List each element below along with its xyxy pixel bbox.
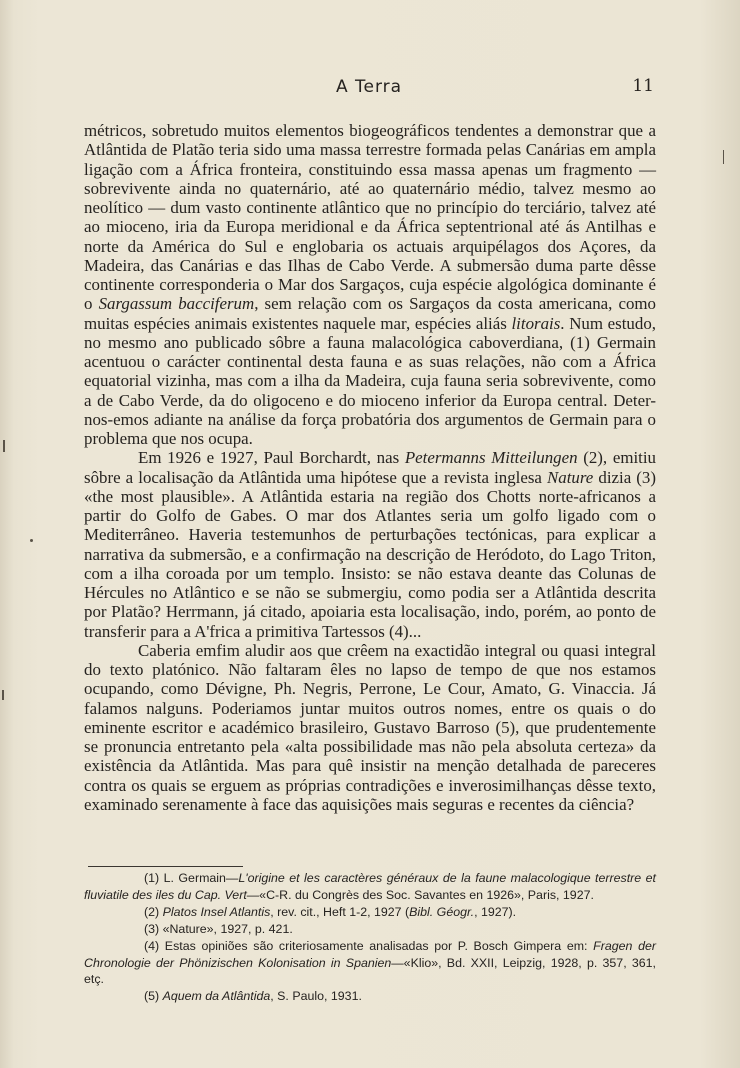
- footnotes: [84, 870, 656, 1005]
- italic-title: Aquem da Atlântida: [162, 989, 271, 1004]
- footnote-divider: [88, 866, 243, 867]
- paragraph-1: [84, 121, 656, 448]
- text-run: , rev. cit., Heft 1-2, 1927 (: [270, 904, 410, 919]
- text-run: (1) L. Germain—: [144, 871, 239, 885]
- italic-term: Sargassum bacciferum: [98, 294, 255, 314]
- text-run: . Num estudo, no mesmo ano publicado sôbre a fauna malacológica caboverdiana, (1) Germain acentuou o carácter continental desta fauna e as suas relações, não com a África equatorial vizinha, mas com a ilha da Madeira, cuja fauna seria sobrevivente, como a de Cabo Verde, da do oligoceno e do mioceno inferior da Europa central. Deter-nos-emos adiante na análise da força probatória dos argumentos de Germain para o problema que nos ocupa.: [84, 313, 656, 448]
- text-run: (2): [144, 904, 163, 919]
- body-text: [84, 121, 656, 814]
- margin-mark: [3, 440, 5, 452]
- margin-mark: [723, 150, 724, 164]
- page-number: 11: [632, 76, 654, 96]
- text-run: , S. Paulo, 1931.: [270, 989, 362, 1004]
- footnote-2: [84, 904, 656, 921]
- text-run: (5): [144, 989, 163, 1004]
- margin-mark: [2, 690, 4, 700]
- text-run: , sem relação com os Sargaços da costa americana, como muitas espécies animais existentes naquele mar, espécies aliás: [84, 294, 657, 333]
- footnote-5: [84, 988, 656, 1005]
- text-run: , 1927).: [474, 904, 517, 919]
- text-run: (4) Estas opiniões são criteriosamente analisadas por P. Bosch Gimpera em:: [144, 938, 594, 953]
- footnote-3: (3) «Nature», 1927, p. 421.: [144, 921, 293, 936]
- margin-mark: [30, 539, 33, 542]
- italic-title: Platos Insel Atlantis: [162, 904, 271, 919]
- italic-title: Bibl. Géogr.: [409, 904, 475, 919]
- text-run: —«Klio», Bd. XXII, Leipzig, 1928, p. 357, 361, etç.: [84, 955, 657, 987]
- footnote-1: [84, 870, 656, 904]
- paragraph-3: Caberia emfim aludir aos que crêem na exactidão integral ou quasi integral do texto platónico. Não faltaram êles no lapso de tempo de que nos estamos ocupando, como Dévigne, Ph. Negris, Perrone, Le Cour, Amato, G. Vinaccia. Já falamos nalguns. Poderiamos juntar muitos outros nomes, entre os quais o do eminente escritor e académico brasileiro, Gustavo Barroso (5), que prudentemente se pronuncia entretanto pela «alta possibilidade mas não pela absoluta certeza» da existência da Atlântida. Mas para quê insistir na menção detalhada de pareceres contra os quais se erguem as próprias contradições e inverosimilhanças dêsse texto, examinado serenamente à face das aquisições mais seguras e recentes da ciência?: [84, 640, 656, 814]
- running-title: A Terra: [335, 77, 403, 97]
- text-run: métricos, sobretudo muitos elementos biogeográficos tendentes a demonstrar que a Atlântida de Platão teria sido uma massa terrestre formada pelas Canárias em ampla ligação com a África fronteira, constituindo essa massa apenas um fragmento — sobrevivente ainda no quaternário, até ao quaternário médio, talvez mesmo ao neolítico — dum vasto continente atlântico que no princípio do terciário, talvez até ao mioceno, iria da Europa meridional e da África septentrional até ás Antilhas e norte da América do Sul e englobaria os actuais arquipélagos dos Açores, da Madeira, das Canárias e das Ilhas de Cabo Verde. A submersão duma parte dêsse continente corresponderia o Mar dos Sargaços, cuja espécie algológica dominante é o: [84, 121, 656, 314]
- italic-title: Nature: [547, 467, 594, 487]
- italic-title: Fragen der Chronologie der Phönizischen Kolonisation in Spanien: [84, 938, 656, 970]
- italic-title: Petermanns Mitteilungen: [404, 448, 578, 468]
- text-run: —«C-R. du Congrès des Soc. Savantes en 1926», Paris, 1927.: [246, 887, 594, 902]
- italic-term: litorais: [511, 313, 561, 333]
- italic-title: L'origine et les caractères généraux de la faune malacologique terrestre et fluviatile des iles du Cap. Vert: [84, 871, 656, 902]
- text-run: dizia (3) «the most plausible». A Atlântida estaria na região dos Chotts norte-africanos a partir do Golfo de Gabes. O mar dos Atlantes seria um golfo ligado com o Mediterrâneo. Haveria testemunhos de perturbações tectónicas, para explicar a narrativa da submersão, e a confirmação na descrição de Heródoto, do Lago Triton, com a ilha coroada por um templo. Insisto: se não estava deante das Colunas de Hércules no Atlântico e se não se submergiu, como podia ser a Atlântida descrita por Platão? Herrmann, já citado, apoiaria esta localisação, indo, porém, ao ponto de transferir para a A'frica a primitiva Tartessos (4)...: [84, 467, 656, 641]
- footnote-4: [84, 938, 656, 989]
- text-run: (2), emitiu sôbre a localisação da Atlântida uma hipótese que a revista inglesa: [84, 448, 656, 487]
- page-header: [84, 74, 654, 102]
- text-run: Em 1926 e 1927, Paul Borchardt, nas: [138, 448, 405, 468]
- paragraph-2: [84, 448, 656, 641]
